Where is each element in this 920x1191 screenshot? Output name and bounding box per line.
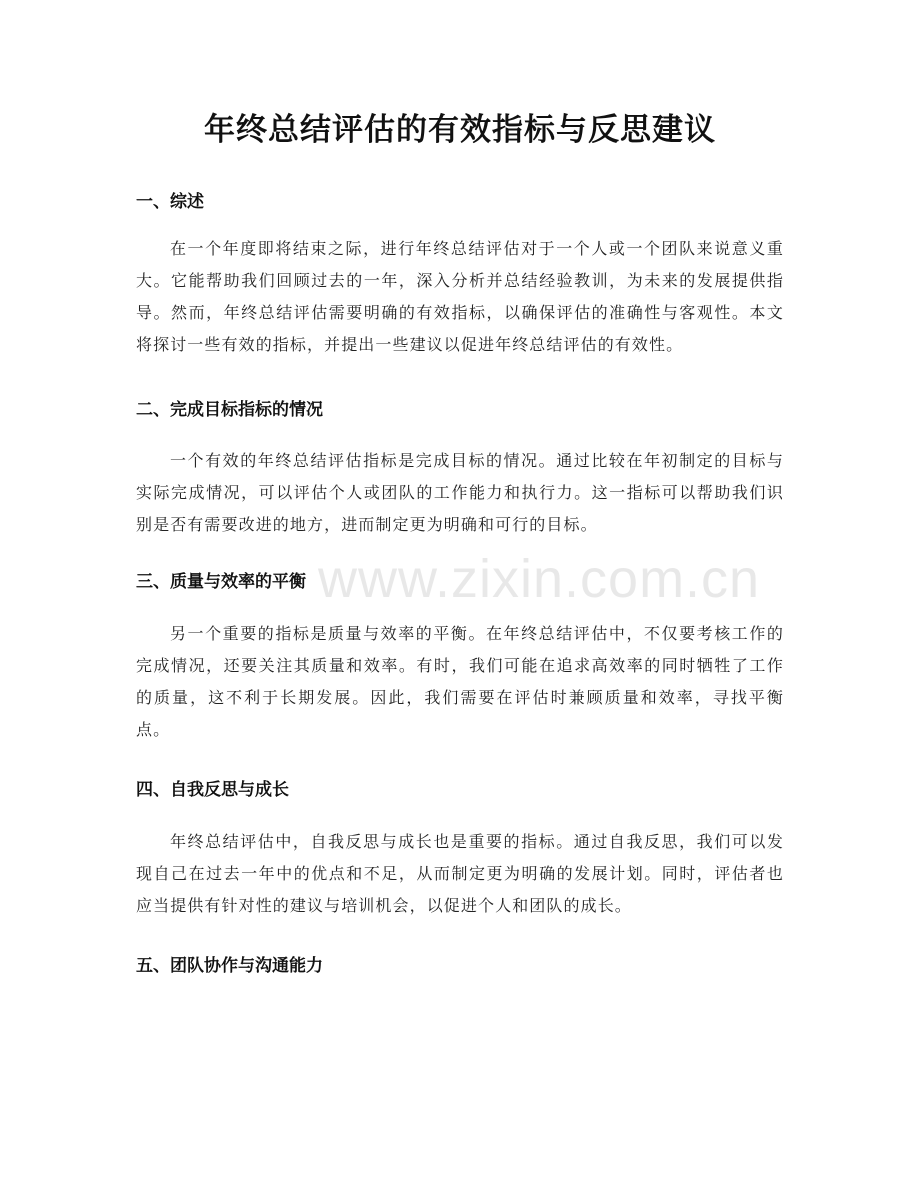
watermark: www.zixin.com.cn (318, 549, 761, 609)
section-heading-goal-completion: 二、完成目标指标的情况 (136, 400, 323, 420)
section-heading-overview: 一、综述 (136, 192, 204, 212)
section-heading-self-reflection: 四、自我反思与成长 (136, 780, 289, 800)
section-paragraph-goal-completion: 一个有效的年终总结评估指标是完成目标的情况。通过比较在年初制定的目标与实际完成情况，可以评估个人或团队的工作能力和执行力。这一指标可以帮助我们识别是否有需要改进的地方，进而制定更为明确和可行的目标。 (136, 451, 784, 534)
section-paragraph-quality-efficiency: 另一个重要的指标是质量与效率的平衡。在年终总结评估中，不仅要考核工作的完成情况，还要关注其质量和效率。有时，我们可能在追求高效率的同时牺牲了工作的质量，这不利于长期发展。因此，我们需要在评估时兼顾质量和效率，寻找平衡点。 (136, 624, 784, 739)
section-paragraph-overview: 在一个年度即将结束之际，进行年终总结评估对于一个人或一个团队来说意义重大。它能帮助我们回顾过去的一年，深入分析并总结经验教训，为未来的发展提供指导。然而，年终总结评估需要明确的有效指标，以确保评估的准确性与客观性。本文将探讨一些有效的指标，并提出一些建议以促进年终总结评估的有效性。 (136, 239, 784, 354)
section-heading-quality-efficiency: 三、质量与效率的平衡 (136, 572, 306, 592)
document-title: 年终总结评估的有效指标与反思建议 (204, 112, 716, 148)
section-heading-teamwork: 五、团队协作与沟通能力 (136, 956, 323, 976)
section-paragraph-self-reflection: 年终总结评估中，自我反思与成长也是重要的指标。通过自我反思，我们可以发现自己在过去一年中的优点和不足，从而制定更为明确的发展计划。同时，评估者也应当提供有针对性的建议与培训机会，以促进个人和团队的成长。 (136, 832, 784, 915)
